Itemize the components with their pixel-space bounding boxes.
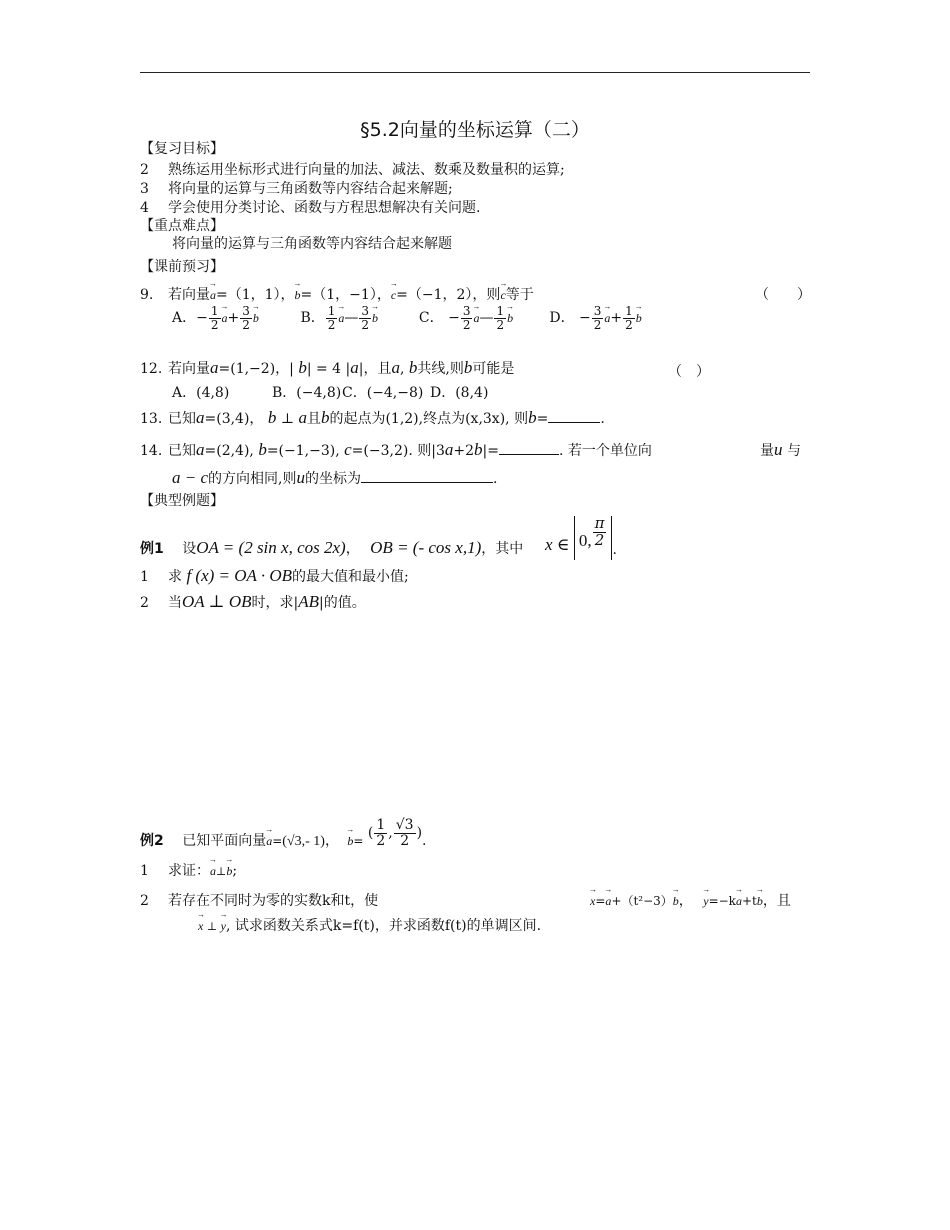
option-a: A．− $\frac{1}{2}$ → a+ $\frac{3}{2}$ → b: [172, 305, 296, 331]
section-key-header: 【重点难点】: [140, 218, 224, 234]
example-2-line3: → x ⊥ → y, 试求函数关系式k=f(t)，并求函数f(t)的单调区间.: [198, 915, 541, 935]
question-14: 14. 已知a=(2,4), b=(−1,−3), c=(−3,2). 则|3a+2b|= . 若一个单位向: [140, 440, 652, 459]
answer-paren: （ ）: [668, 364, 710, 380]
section-review-header: 【复习目标】: [140, 141, 224, 157]
answer-blank: [361, 482, 493, 483]
example-2-item-formula: → x=→ a+（t²−3）→ b， → y=−k→ a+t→ b，且: [590, 890, 791, 910]
section-examples-header: 【典型例题】: [140, 493, 224, 509]
question-9-options: [172, 305, 669, 331]
answer-paren: （ ）: [755, 287, 811, 303]
answer-blank: [499, 454, 559, 455]
option-d: D． − $\frac{3}{2}$ → a+ $\frac{1}{2}$ → b: [549, 305, 669, 331]
example-1-item: 1 求 f (x) = OA · OB的最大值和最小值;: [140, 566, 409, 585]
example-1: 例1 设OA = (2 sin x, cos 2x)， OB = (- cos x,1)，其中: [140, 538, 524, 557]
question-12-options: A．(4,8) B．(−4,8)C．(−4,−8) D．(8,4): [172, 385, 489, 401]
header-rule: [140, 72, 810, 73]
example-2: 例2 已知平面向量→ a=(√3,- 1)， → b= ( $\frac{1}{2}$ , $\frac{√3}{2}$ ).: [140, 826, 427, 856]
answer-blank: [548, 422, 600, 423]
section-preview-header: 【课前预习】: [140, 259, 224, 275]
review-item: 4 学会使用分类讨论、函数与方程思想解决有关问题.: [140, 200, 481, 216]
example-2-item: 1 求证：→ a⊥→ b;: [140, 860, 237, 880]
question-9: 9. 若向量→ a=（1，1），→ b=（1，−1），→ c=（−1，2），则→ c等于: [140, 284, 534, 304]
example-1-item: 2 当OA ⊥ OB时，求|AB|的值。: [140, 592, 366, 611]
review-item: 3 将向量的运算与三角函数等内容结合起来解题;: [140, 181, 453, 197]
example-2-item: 2 若存在不同时为零的实数k和t，使: [140, 893, 379, 909]
question-12: 12. 若向量a=(1,−2)，| b| = 4 |a|，且a, b共线,则b可能是: [140, 358, 515, 377]
key-text: 将向量的运算与三角函数等内容结合起来解题: [172, 236, 452, 252]
question-14-line2: a − c的方向相同,则u的坐标为 .: [172, 468, 498, 487]
question-14-tail: 量u 与: [760, 440, 801, 459]
option-c: C． − $\frac{3}{2}$ → a— $\frac{1}{2}$ → b: [419, 305, 545, 331]
review-item: 2 熟练运用坐标形式进行向量的加法、减法、数乘及数量积的运算;: [140, 162, 565, 178]
option-b: B． $\frac{1}{2}$ → a— $\frac{3}{2}$ → b: [300, 305, 414, 331]
page-title: §5.2向量的坐标运算（二）: [360, 119, 590, 141]
example-1-domain: x ∈ 0, $\frac{\pi}{2}$ .: [545, 514, 617, 558]
question-13: 13. 已知a=(3,4)， b ⊥ a且b的起点为(1,2),终点为(x,3x), 则b= .: [140, 408, 605, 427]
